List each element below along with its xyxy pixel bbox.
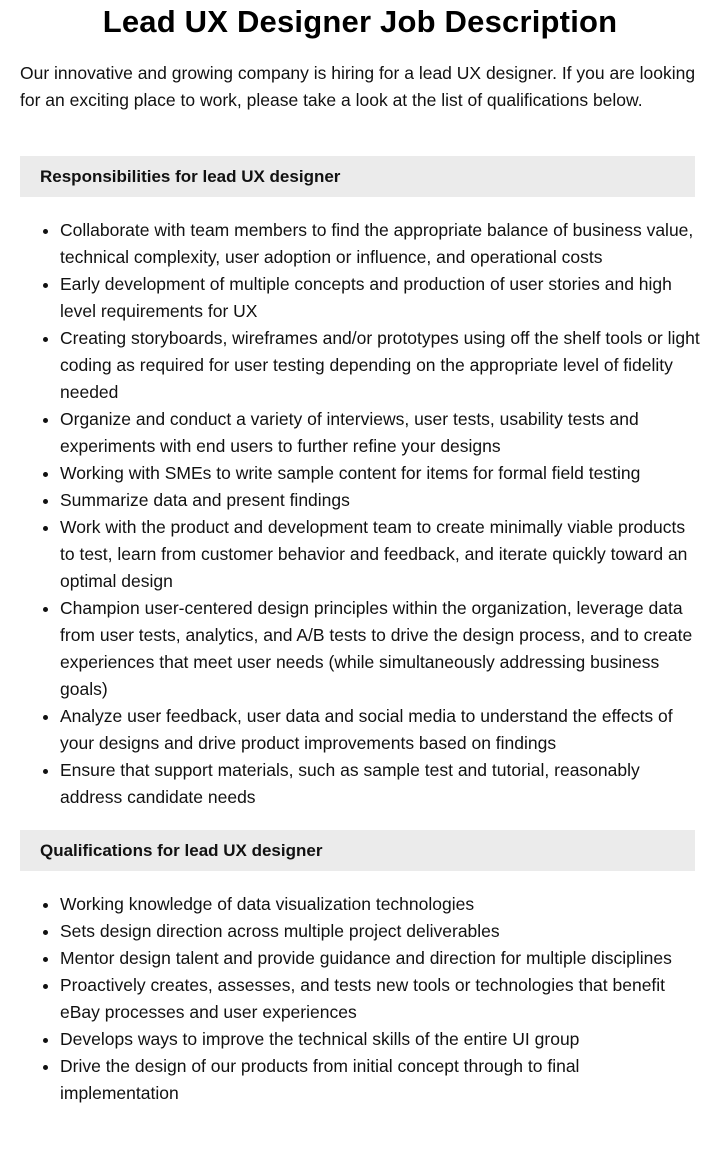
list-item: Early development of multiple concepts and production of user stories and high level requirements for UX bbox=[60, 271, 700, 325]
list-item: Mentor design talent and provide guidance and direction for multiple disciplines bbox=[60, 945, 700, 972]
qualifications-list bbox=[20, 891, 700, 1107]
list-item: Organize and conduct a variety of interviews, user tests, usability tests and experiments with end users to further refine your designs bbox=[60, 406, 700, 460]
list-item: Summarize data and present findings bbox=[60, 487, 700, 514]
list-item: Creating storyboards, wireframes and/or prototypes using off the shelf tools or light coding as required for user testing depending on the appropriate level of fidelity needed bbox=[60, 325, 700, 406]
list-item: Champion user-centered design principles within the organization, leverage data from user tests, analytics, and A/B tests to drive the design process, and to create experiences that meet user needs (while simultaneously addressing business goals) bbox=[60, 595, 700, 703]
list-item: Drive the design of our products from initial concept through to final implementation bbox=[60, 1053, 700, 1107]
responsibilities-list bbox=[20, 217, 700, 811]
list-item: Collaborate with team members to find the appropriate balance of business value, technical complexity, user adoption or influence, and operational costs bbox=[60, 217, 700, 271]
page-title: Lead UX Designer Job Description bbox=[102, 4, 618, 39]
list-item: Working with SMEs to write sample content for items for formal field testing bbox=[60, 460, 700, 487]
list-item: Analyze user feedback, user data and social media to understand the effects of your designs and drive product improvements based on findings bbox=[60, 703, 700, 757]
list-item: Working knowledge of data visualization technologies bbox=[60, 891, 700, 918]
list-item: Work with the product and development team to create minimally viable products to test, learn from customer behavior and feedback, and iterate quickly toward an optimal design bbox=[60, 514, 700, 595]
list-item: Sets design direction across multiple project deliverables bbox=[60, 918, 700, 945]
qualifications-heading: Qualifications for lead UX designer bbox=[20, 830, 695, 871]
intro-paragraph: Our innovative and growing company is hiring for a lead UX designer. If you are looking for an exciting place to work, please take a look at the list of qualifications below. bbox=[20, 63, 696, 110]
list-item: Proactively creates, assesses, and tests new tools or technologies that benefit eBay processes and user experiences bbox=[60, 972, 700, 1026]
list-item: Ensure that support materials, such as sample test and tutorial, reasonably address candidate needs bbox=[60, 757, 700, 811]
responsibilities-heading: Responsibilities for lead UX designer bbox=[20, 156, 695, 197]
list-item: Develops ways to improve the technical skills of the entire UI group bbox=[60, 1026, 700, 1053]
